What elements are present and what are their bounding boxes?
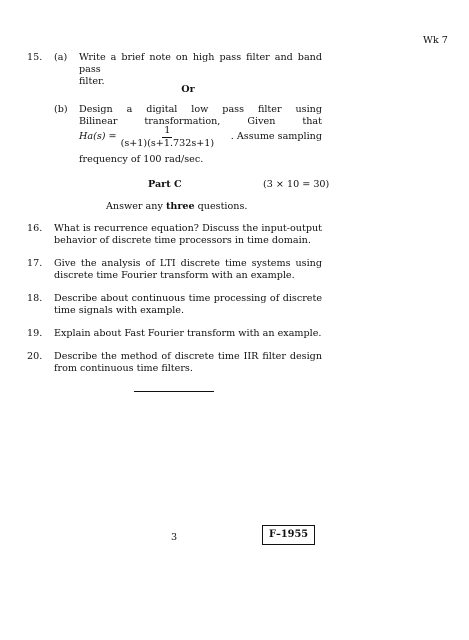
q15-part-b-text: [79, 104, 322, 128]
transfer-function-tail: . Assume sampling: [230, 131, 322, 143]
question-20-line1: Describe the method of discrete time IIR filter design: [54, 351, 322, 362]
q15-part-b-line1: Design a digital low pass filter using: [79, 104, 322, 115]
instruction-prefix: Answer any: [106, 201, 166, 212]
or-separator: Or: [181, 84, 195, 95]
question-19-text: [54, 328, 322, 340]
question-number-15: 15.: [27, 52, 43, 63]
question-number-20: 20.: [27, 351, 43, 362]
question-number-16: 16.: [27, 223, 43, 234]
q15-part-b-label: (b): [54, 104, 68, 115]
paper-code-box: F–1955: [262, 525, 315, 545]
part-c-instruction: [106, 201, 247, 213]
transfer-function-lhs: Ha(s) =: [79, 131, 117, 143]
question-16-line2: behavior of discrete time processors in time domain.: [54, 234, 311, 246]
question-16-line1: What is recurrence equation? Discuss the input-output: [54, 223, 322, 234]
question-17-text: [54, 258, 322, 282]
instruction-suffix: questions.: [194, 201, 248, 212]
end-of-questions-rule: [134, 391, 214, 392]
fraction-denominator: (s+1)(s+1.732s+1): [120, 137, 215, 149]
question-18-text: [54, 293, 322, 317]
q15-part-b-line4: frequency of 100 rad/sec.: [79, 154, 204, 165]
q15-part-b-line2: Bilinear transformation, Given that: [79, 115, 322, 127]
question-20-text: [54, 351, 322, 375]
question-20-line2: from continuous time filters.: [54, 362, 193, 374]
question-number-19: 19.: [27, 328, 43, 339]
q15-part-a-label: (a): [54, 52, 68, 63]
transfer-function-fraction: [119, 126, 217, 149]
question-18-line2: time signals with example.: [54, 304, 185, 316]
q15-transfer-function: [79, 126, 322, 149]
q15-part-a-line1: Write a brief note on high pass filter and band pass: [79, 52, 322, 75]
question-17-line2: discrete time Fourier transform with an example.: [54, 269, 295, 281]
part-c-marks: (3 × 10 = 30): [263, 179, 330, 190]
question-16-text: [54, 223, 322, 247]
q15-part-a-line2: filter.: [79, 75, 105, 87]
question-number-17: 17.: [27, 258, 43, 269]
question-18-line1: Describe about continuous time processing of discrete: [54, 293, 322, 304]
part-c-title: Part C: [148, 179, 182, 190]
question-19-line1: Explain about Fast Fourier transform with an example.: [54, 328, 322, 339]
week-tag: Wk 7: [423, 35, 448, 46]
fraction-numerator: 1: [164, 125, 171, 136]
instruction-count: three: [165, 201, 195, 212]
question-number-18: 18.: [27, 293, 43, 304]
question-17-line1: Give the analysis of LTI discrete time systems using: [54, 258, 322, 269]
q15-part-a-text: [79, 52, 322, 88]
page-number: 3: [171, 532, 178, 543]
